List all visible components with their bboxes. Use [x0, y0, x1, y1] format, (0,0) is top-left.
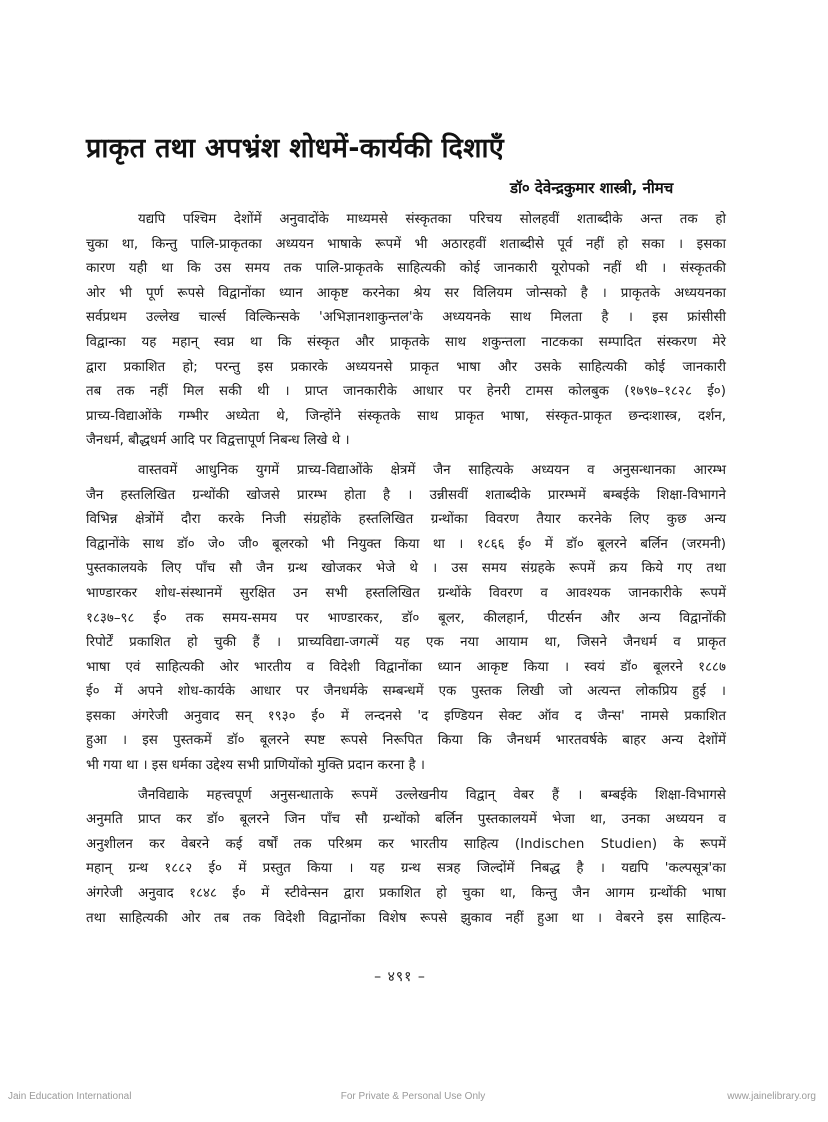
- paragraph-1: [86, 208, 726, 454]
- footer-usage-note: For Private & Personal Use Only: [340, 1091, 486, 1102]
- text-line: विद्वानोंके साथ डॉ० जे० जी० बूलरको भी नियुक्त किया था । १८६६ ई० में डॉ० बूलरने बर्लिन (जरमनी): [86, 536, 726, 552]
- text-line: इसका अंगरेजी अनुवाद सन् १९३० ई० में लन्दनसे 'द इण्डियन सेक्ट ऑव द जैन्स' नामसे प्रकाशित: [86, 708, 726, 724]
- text-line: तथा साहित्यकी ओर तब तक विदेशी विद्वानोंका विशेष रूपसे झुकाव नहीं हुआ था । वेबरने इस साहित्य-: [86, 910, 726, 926]
- footer-publisher: Jain Education International: [8, 1091, 132, 1102]
- page-footer: [0, 1088, 828, 1108]
- text-line: महान् ग्रन्थ १८८२ ई० में प्रस्तुत किया । यह ग्रन्थ सत्रह जिल्दोंमें निबद्ध है । यद्यपि 'कल्पसूत्र'का: [86, 861, 726, 877]
- text-line: कारण यही था कि उस समय तक पालि-प्राकृतके साहित्यकी कोई जानकारी यूरोपको नहीं थी । संस्कृतकी: [86, 261, 726, 277]
- text-line: जैन हस्तलिखित ग्रन्थोंकी खोजसे प्रारम्भ होता है । उन्नीसवीं शताब्दीके प्रारम्भमें बम्बईके शिक्षा-विभागने: [86, 487, 726, 503]
- text-line: वास्तवमें आधुनिक युगमें प्राच्य-विद्याओंके क्षेत्रमें जैन साहित्यके अध्ययन व अनुसन्धानका आरम्भ: [138, 462, 726, 478]
- page-number: – ४९१ –: [374, 969, 426, 985]
- text-line: भाण्डारकर शोध-संस्थानमें सुरक्षित उन सभी हस्तलिखित ग्रन्थोंके विवरण व आवश्यक जानकारीके रूपमें: [86, 585, 726, 601]
- text-line: सर्वप्रथम उल्लेख चार्ल्स विल्किन्सके 'अभिज्ञानशाकुन्तल'के अध्ययनके साथ मिलता है । इस फ्रांसीसी: [86, 310, 726, 326]
- author-byline: डॉ० देवेन्द्रकुमार शास्त्री, नीमच: [510, 179, 674, 197]
- article-body: [86, 208, 726, 936]
- text-line: पुस्तकालयके लिए पाँच सौ जैन ग्रन्थ खोजकर भेजे थे । उस समय संग्रहके रूपमें क्रय किये गए तथा: [86, 561, 726, 577]
- footer-website-link[interactable]: www.jainelibrary.org: [727, 1091, 816, 1102]
- text-line: जैनधर्म, बौद्धधर्म आदि पर विद्वत्तापूर्ण निबन्ध लिखे थे ।: [86, 433, 350, 449]
- text-line: १८३७–९८ ई० तक समय-समय पर भाण्डारकर, डॉ० बूलर, कीलहार्न, पीटर्सन और अन्य विद्वानोंकी: [86, 610, 726, 626]
- text-line: विद्वान्का यह महान् स्वप्न था कि संस्कृत और प्राकृतके साथ शकुन्तला नाटकका सम्पादित संस्करण मेरे: [86, 334, 726, 350]
- text-line: प्राच्य-विद्याओंके गम्भीर अध्येता थे, जिन्होंने संस्कृतके साथ प्राकृत भाषा, संस्कृत-प्राकृत छन्दःशास्त्र, दर्शन,: [86, 408, 726, 424]
- text-line: रिपोर्टें प्रकाशित हो चुकी हैं । प्राच्यविद्या-जगत्में यह एक नया आयाम था, जिसने जैनधर्म व प्राकृत: [86, 635, 726, 651]
- text-line: तब तक नहीं मिल सकी थी । प्राप्त जानकारीके आधार पर हेनरी टामस कोलबुक (१७९७–१८२८ ई०): [86, 384, 726, 400]
- text-line: अनुशीलन कर वेबरने कई वर्षों तक परिश्रम कर भारतीय साहित्य (Indischen Studien) के रूपमें: [86, 836, 726, 852]
- text-line: यद्यपि पश्चिम देशोंमें अनुवादोंके माध्यमसे संस्कृतका परिचय सोलहवीं शताब्दीके अन्त तक हो: [138, 212, 726, 227]
- text-line: जैनविद्याके महत्त्वपूर्ण अनुसन्धाताके रूपमें उल्लेखनीय विद्वान् वेबर हैं । बम्बईके शिक्षा-विभागसे: [138, 787, 726, 803]
- text-line: भी गया था । इस धर्मका उद्देश्य सभी प्राणियोंको मुक्ति प्रदान करना है ।: [86, 758, 425, 774]
- paragraph-3: [86, 784, 726, 932]
- text-line: चुका था, किन्तु पालि-प्राकृतका अध्ययन भाषाके रूपमें भी अठारहवीं शताब्दीसे पूर्व नहीं हो सका । इसका: [86, 236, 726, 252]
- text-line: ई० में अपने शोध-कार्यके आधार पर जैनधर्मके सम्बन्धमें एक पुस्तक लिखी जो अत्यन्त लोकप्रिय हुई ।: [86, 684, 726, 700]
- text-line: विभिन्न क्षेत्रोंमें दौरा करके निजी संग्रहोंके हस्तलिखित ग्रन्थोंका विवरण तैयार करनेके लिए कुछ अन्य: [86, 512, 726, 528]
- text-line: द्वारा प्रकाशित हो; परन्तु इस प्रकारके अध्ययनसे प्राकृत भाषा और उसके साहित्यकी कोई जानकारी: [86, 359, 726, 375]
- article-title: प्राकृत तथा अपभ्रंश शोधमें-कार्यकी दिशाएँ: [86, 133, 504, 164]
- text-line: भाषा एवं साहित्यकी ओर भारतीय व विदेशी विद्वानोंका ध्यान आकृष्ट किया । स्वयं डॉ० बूलरने १८८७: [86, 659, 726, 675]
- text-line: अनुमति प्राप्त कर डॉ० बूलरने जिन पाँच सौ ग्रन्थोंको बर्लिन पुस्तकालयमें भेजा था, उनका अध्ययन व: [86, 812, 726, 828]
- text-line: अंगरेजी अनुवाद १८४८ ई० में स्टीवेन्सन द्वारा प्रकाशित हो चुका था, किन्तु जैन आगम ग्रन्थोंकी भाषा: [86, 886, 726, 902]
- text-line: हुआ । इस पुस्तकमें डॉ० बूलरने स्पष्ट रूपसे निरूपित किया कि जैनधर्म भारतवर्षके बाहर अन्य देशोंमें: [86, 733, 726, 749]
- paragraph-2: [86, 459, 726, 779]
- text-line: ओर भी पूर्ण रूपसे विद्वानोंका ध्यान आकृष्ट करनेका श्रेय सर विलियम जोन्सको है । प्राकृतके अध्ययनका: [86, 285, 726, 301]
